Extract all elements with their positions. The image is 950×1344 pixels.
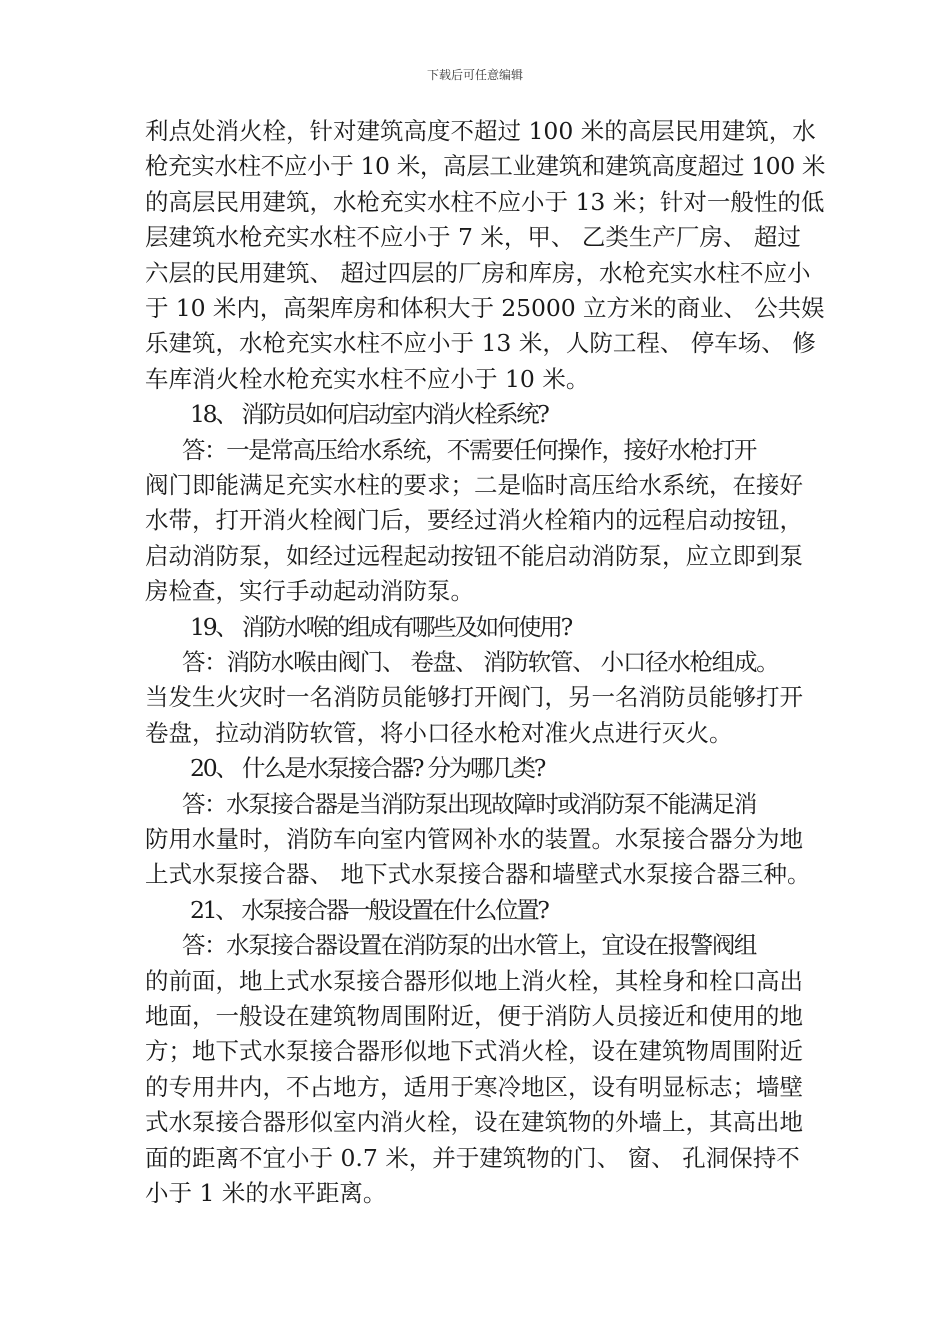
text-line: 房检查，实行手动起动消防泵。 — [145, 577, 474, 606]
text-line: 阀门即能满足充实水柱的要求；二是临时高压给水系统，在接好 — [145, 471, 803, 499]
text-line: 地面，一般设在建筑物周围附近，便于消防人员接近和使用的地 — [145, 1002, 803, 1030]
text-line: 答：水泵接合器是当消防泵出现故障时或消防泵不能满足消 — [182, 789, 756, 818]
text-line: 的高层民用建筑，水枪充实水柱不应小于 13 米；针对一般性的低 — [145, 187, 825, 216]
text-line: 20、 什么是水泵接合器? 分为哪几类? — [190, 754, 545, 783]
text-line: 防用水量时，消防车向室内管网补水的装置。水泵接合器分为地 — [145, 825, 803, 853]
text-line: 的前面，地上式水泵接合器形似地上消火栓，其栓身和栓口高出 — [145, 966, 803, 995]
text-line: 车库消火栓水枪充实水柱不应小于 10 米。 — [145, 364, 590, 393]
text-line: 上式水泵接合器、 地下式水泵接合器和墙壁式水泵接合器三种。 — [145, 860, 811, 889]
text-line: 21、 水泵接合器一般设置在什么位置? — [190, 895, 548, 924]
text-line: 启动消防泵，如经过远程起动按钮不能启动消防泵，应立即到泵 — [145, 541, 803, 570]
text-line: 答：水泵接合器设置在消防泵的出水管上，宜设在报警阀组 — [182, 931, 756, 960]
text-line: 式水泵接合器形似室内消火栓，设在建筑物的外墙上，其高出地 — [145, 1108, 803, 1137]
text-line: 层建筑水枪充实水柱不应小于 7 米，甲、 乙类生产厂房、 超过 — [145, 223, 801, 252]
text-line: 水带，打开消火栓阀门后，要经过消火栓箱内的远程启动按钮， — [145, 506, 803, 535]
text-line: 方；地下式水泵接合器形似地下式消火栓，设在建筑物周围附近 — [145, 1037, 803, 1066]
text-line: 枪充实水柱不应小于 10 米，高层工业建筑和建筑高度超过 100 米 — [145, 152, 826, 181]
page-header: 下载后可任意编辑 — [426, 68, 523, 82]
text-line: 答：消防水喉由阀门、 卷盘、 消防软管、 小口径水枪组成。 — [182, 648, 779, 676]
text-line: 于 10 米内，高架库房和体积大于 25000 立方米的商业、 公共娱 — [145, 294, 825, 322]
text-line: 18、 消防员如何启动室内消火栓系统? — [190, 400, 548, 429]
text-line: 的专用井内，不占地方，适用于寒冷地区，设有明显标志；墙壁 — [145, 1072, 803, 1101]
text-line: 面的距离不宜小于 0.7 米，并于建筑物的门、 窗、 孔洞保持不 — [145, 1143, 800, 1172]
text-line: 当发生火灾时一名消防员能够打开阀门，另一名消防员能够打开 — [145, 683, 803, 712]
text-line: 小于 1 米的水平距离。 — [145, 1179, 387, 1207]
text-line: 乐建筑，水枪充实水柱不应小于 13 米，人防工程、 停车场、 修 — [145, 329, 816, 358]
text-line: 卷盘，拉动消防软管，将小口径水枪对准火点进行灭火。 — [145, 718, 733, 747]
text-line: 利点处消火栓，针对建筑高度不超过 100 米的高层民用建筑，水 — [145, 117, 816, 145]
text-line: 六层的民用建筑、 超过四层的厂房和库房，水枪充实水柱不应小 — [145, 258, 811, 287]
text-line: 答：一是常高压给水系统，不需要任何操作，接好水枪打开 — [182, 435, 756, 464]
text-line: 19、 消防水喉的组成有哪些及如何使用? — [190, 612, 571, 641]
